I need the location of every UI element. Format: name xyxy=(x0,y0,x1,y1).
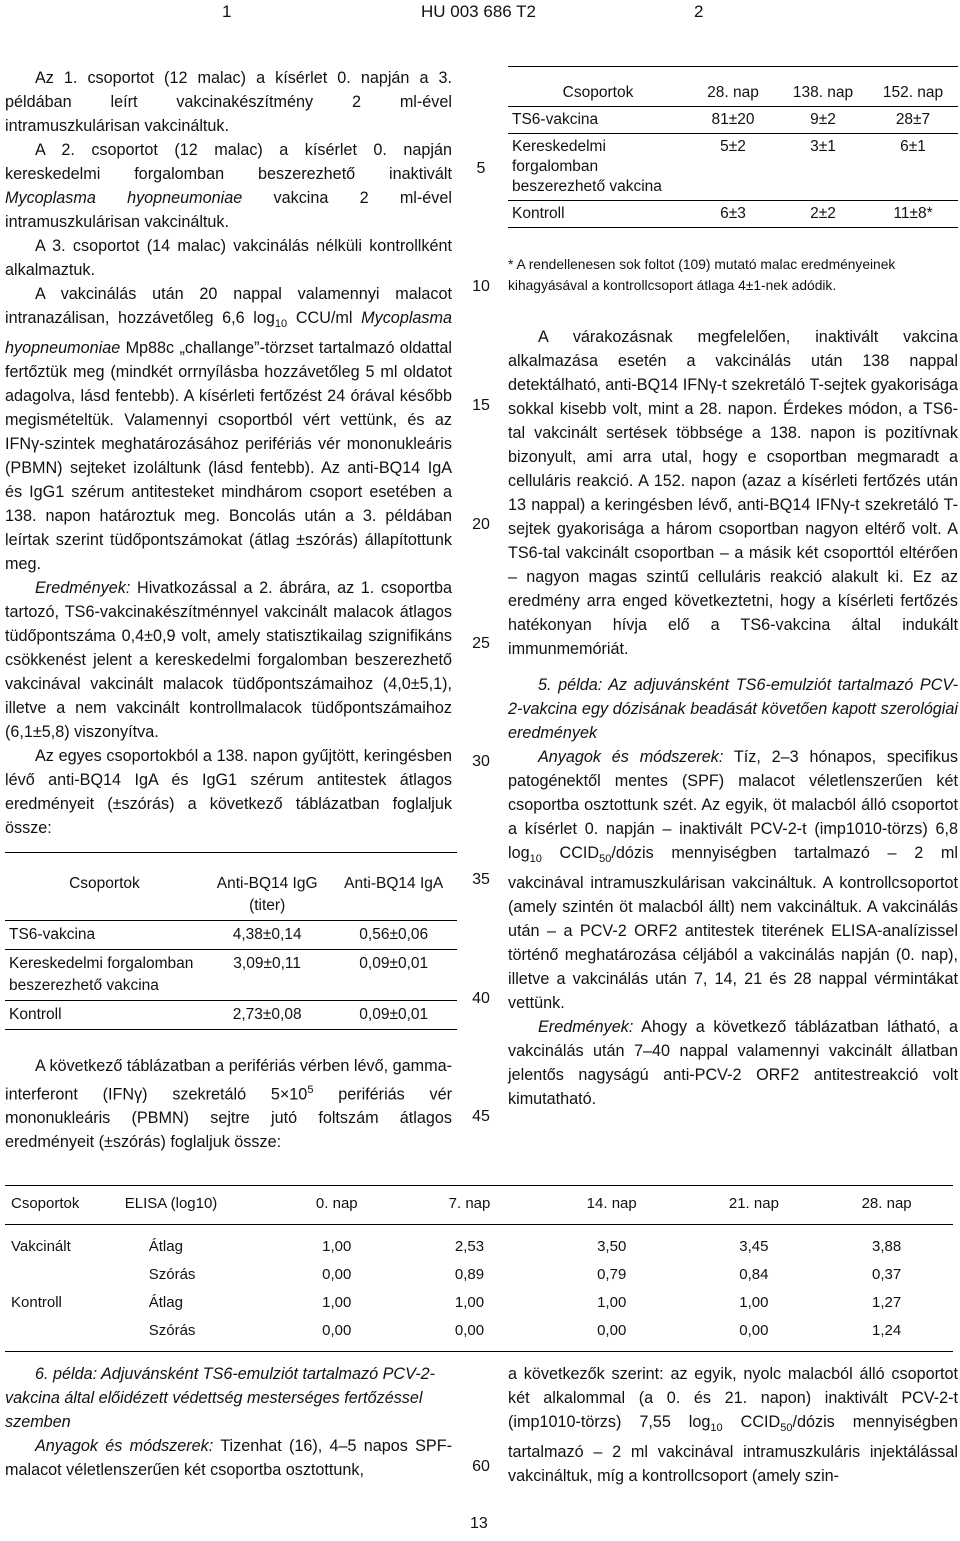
col-header-day138: 138. nap xyxy=(792,84,854,101)
header-left-page-num: 1 xyxy=(222,2,232,21)
col-header-day0: 0. nap xyxy=(315,1195,358,1212)
table-row: Kereskedelmi forgalomban beszerezhető vakcina 5±2 3±1 6±1 xyxy=(508,134,958,201)
example-5-title: 5. példa: Az adjuvánsként TS6-emulziót tartalmazó PCV-2-vakcina egy dózisának beadását követően kapott szerológiai eredmények xyxy=(508,676,958,742)
col-header-day21: 21. nap xyxy=(728,1195,779,1212)
table-row: Kontroll Átlag 1,00 1,00 1,00 1,00 1,27 xyxy=(11,1294,902,1311)
table-row: Szórás 0,00 0,00 0,00 0,00 1,24 xyxy=(5,1317,953,1352)
bottom-right-text xyxy=(508,1362,958,1488)
table-row: TS6-vakcina 4,38±0,14 0,56±0,06 xyxy=(5,921,457,950)
line-number: 30 xyxy=(472,753,490,770)
line-number: 20 xyxy=(472,516,490,533)
left-column-after-table xyxy=(5,1054,452,1154)
col-header-igg: Anti-BQ14 IgG (titer) xyxy=(216,875,318,914)
paragraph-antibody-intro: Az egyes csoportokból a 138. napon gyűjtött, keringésben lévő anti-BQ14 IgA és IgG1 szérum antitestek átlagos eredményeit (±szórás) a következő táblázatban foglaljuk össze: xyxy=(5,747,452,838)
ifn-table xyxy=(508,66,958,228)
paragraph-results-right: Eredmények: Ahogy a következő táblázatban látható, a vakcinálás után 7–40 nappal valamennyi vakcinált állatban jelentős nagyságú anti-PCV-2 ORF2 antitestreakció volt kimutatható. xyxy=(508,1018,958,1109)
line-number: 60 xyxy=(472,1458,490,1475)
table-row: Kontroll 2,73±0,08 0,09±0,01 xyxy=(5,1001,457,1030)
col-header-groups: Csoportok xyxy=(69,875,140,892)
line-number: 25 xyxy=(472,635,490,652)
paragraph-methods-6: Anyagok és módszerek: Tizenhat (16), 4–5 napos SPF-malacot véletlenszerűen két csoportba osztottunk, xyxy=(5,1437,452,1479)
col-header-day28: 28. nap xyxy=(861,1195,912,1212)
table-row: TS6-vakcina 81±20 9±2 28±7 xyxy=(508,107,958,134)
paragraph-continuation: a következők szerint: az egyik, nyolc malacból álló csoportot két alkalommal (a 0. és 21. napon) inaktivált PCV-2-t (imp1010-törzs) 7,55 $\log_{10}$ $CCID_{50}$/dózis mennyiségben tartalmazó – 2 ml vakcinával intramuszkuláris injektálással vakcináltuk, míg a kontrollcsoport (amely szin- xyxy=(508,1365,959,1486)
line-number: 15 xyxy=(472,397,490,414)
header-right-page-num: 2 xyxy=(694,2,704,21)
line-number: 5 xyxy=(476,160,486,177)
paragraph-group-2: A 2. csoportot (12 malac) a kísérlet 0. napján kereskedelmi forgalomban beszerezhető inaktivált Mycoplasma hyopneumoniae vakcina 2 ml-ével intramuszkulárisan vakcináltuk. xyxy=(5,141,452,231)
paragraph-group-3: A 3. csoportot (14 malac) vakcinálás nélküli kontrollként alkalmaztuk. xyxy=(5,237,452,279)
table-row: Szórás 0,00 0,89 0,79 0,84 0,37 xyxy=(148,1266,902,1283)
table-row: Kereskedelmi forgalomban beszerezhető vakcina 3,09±0,11 0,09±0,01 xyxy=(5,950,457,1001)
paragraph-group-1: Az 1. csoportot (12 malac) a kísérlet 0. napján a 3. példában leírt vakcinakészítmény 2 ml-ével intramuszkulárisan vakcináltuk. xyxy=(5,69,452,135)
col-header-elisa: ELISA (log10) xyxy=(124,1195,218,1212)
header-patent-id: HU 003 686 T2 xyxy=(421,2,536,21)
col-header-day152: 152. nap xyxy=(882,84,944,101)
paragraph-methods: Anyagok és módszerek: Tíz, 2–3 hónapos, specifikus patogénektől mentes (SPF) malacot véletlenszerűen két csoportba osztottunk szét. Az egyik, öt malacból álló csoportot a kísérlet 0. napján – inaktivált PCV-2-t (imp1010-törzs) 6,8 $\log_{10}$ $CCID_{50}$/dózis mennyiségben tartalmazó – 2 ml vakcinával intramuszkulárisan vakcináltuk. A kontrollcsoportot (amely szintén öt malacból állt) nem vakcináltuk. A vakcinálás után – a PCV-2 ORF2 antitestek titerének ELISA-analízissel történő meghatározása céljából a vakcinálás napján (0. nap), illetve a vakcinálás után 7, 14, 21 és 28 nappal vérmintákat vettünk. xyxy=(508,748,958,1013)
left-column-text xyxy=(5,66,452,840)
paragraph-discussion: A várakozásnak megfelelően, inaktivált vakcina alkalmazása esetén a vakcinálás után 138 nappal detektálható, anti-BQ14 IFNγ-t szekretáló T-sejtek gyakorisága sokkal kisebb volt, mint a 28. napon. Érdekes módon, a TS6-tal vakcinált sertések többsége a 138. napon is pozitívnak bizonyult, ami arra utal, hogy e csoportban megmaradt a celluláris reakció. A 152. napon (azaz a kísérleti fertőzés után 13 nappal) a keringésben lévő, anti-BQ14 IFNγ-t szekretáló T-sejtek gyakorisága a három csoportban nagyon eltérő volt. A TS6-tal vakcinált csoportban – a másik két csoporttól eltérően – nagyon magas szintű celluláris reakció alakult ki. Ez az eredmény arra enged következtetni, hogy a kísérleti fertőzés hatékonyan hívja elő a TS6-vakcina által indukált immunmemóriát. xyxy=(508,328,958,658)
antibody-table xyxy=(5,852,457,1030)
table-row: Vakcinált Átlag 1,00 2,53 3,50 3,45 3,88 xyxy=(11,1238,902,1255)
paragraph-results: Eredmények: Hivatkozással a 2. ábrára, az 1. csoportba tartozó, TS6-vakcinakészítménnyel vakcinált malacok átlagos tüdőpontszáma 0,4±0,9 volt, amely statisztikailag szignifikáns csökkenést jelent a kereskedelmi forgalomban beszerezhető vakcinával vakcinált malacok tüdőpontszámaihoz (4,0±5,1), illetve a nem vakcinált kontrollmalacok tüdőpontszámaihoz (6,1±5,8) viszonyítva. xyxy=(5,579,453,742)
col-header-iga: Anti-BQ14 IgA xyxy=(344,875,444,892)
col-header-day7: 7. nap xyxy=(448,1195,491,1212)
line-number: 10 xyxy=(472,278,490,295)
right-column-text xyxy=(508,325,958,1111)
example-6-title: 6. példa: Adjuvánsként TS6-emulziót tartalmazó PCV-2-vakcina által előidézett védettség mesterséges fertőzéssel szemben xyxy=(5,1365,436,1431)
paragraph-ifn-intro: A következő táblázatban a perifériás vérben lévő, gamma-interferont (IFNγ) szekretáló $5\times 10^5$ perifériás vér mononukleáris (PBMN) sejtre jutó foltszám átlagos eredményeit (±szórás) foglaljuk össze: xyxy=(5,1057,452,1152)
elisa-table xyxy=(5,1185,953,1352)
col-header-day14: 14. nap xyxy=(586,1195,637,1212)
col-header-groups: Csoportok xyxy=(11,1195,80,1212)
page-number: 13 xyxy=(470,1515,488,1532)
col-header-day28: 28. nap xyxy=(707,84,759,101)
table-row: Kontroll 6±3 2±2 11±8* xyxy=(508,201,958,228)
line-number: 35 xyxy=(472,871,490,888)
line-number: 45 xyxy=(472,1108,490,1125)
bottom-left-text xyxy=(5,1362,452,1482)
col-header-groups: Csoportok xyxy=(562,84,634,101)
line-number: 40 xyxy=(472,990,490,1007)
table-footnote: * A rendellenesen sok foltot (109) mutató malac eredményeinek kihagyásával a kontrollcsoport átlaga 4±1-nek adódik. xyxy=(508,257,896,293)
paragraph-challenge: A vakcinálás után 20 nappal valamennyi malacot intranazálisan, hozzávetőleg 6,6 $\log_{10} CCU/ml$ Mycoplasma hyopneumoniae Mp88c „challange”-törzset tartalmazó oldattal fertőztük meg (mindkét orrnyílásba hozzávetőleg 5 ml oldatot adagolva, lásd fentebb). A kísérleti fertőzést 24 órával később megismételtük. Valamennyi csoportból vért vettünk, és az IFNγ-szintek meghatározásához perifériás vér mononukleáris (PBMN) sejteket izoláltunk (lásd fentebb). Az anti-BQ14 IgA és IgG1 szérum antitesteket mindhárom csoport esetében a 138. napon határoztuk meg. Boncolás után a 3. példában leírtak szerint tüdőpontszámokat (átlag ±szórás) állapítottunk meg. xyxy=(5,285,453,574)
